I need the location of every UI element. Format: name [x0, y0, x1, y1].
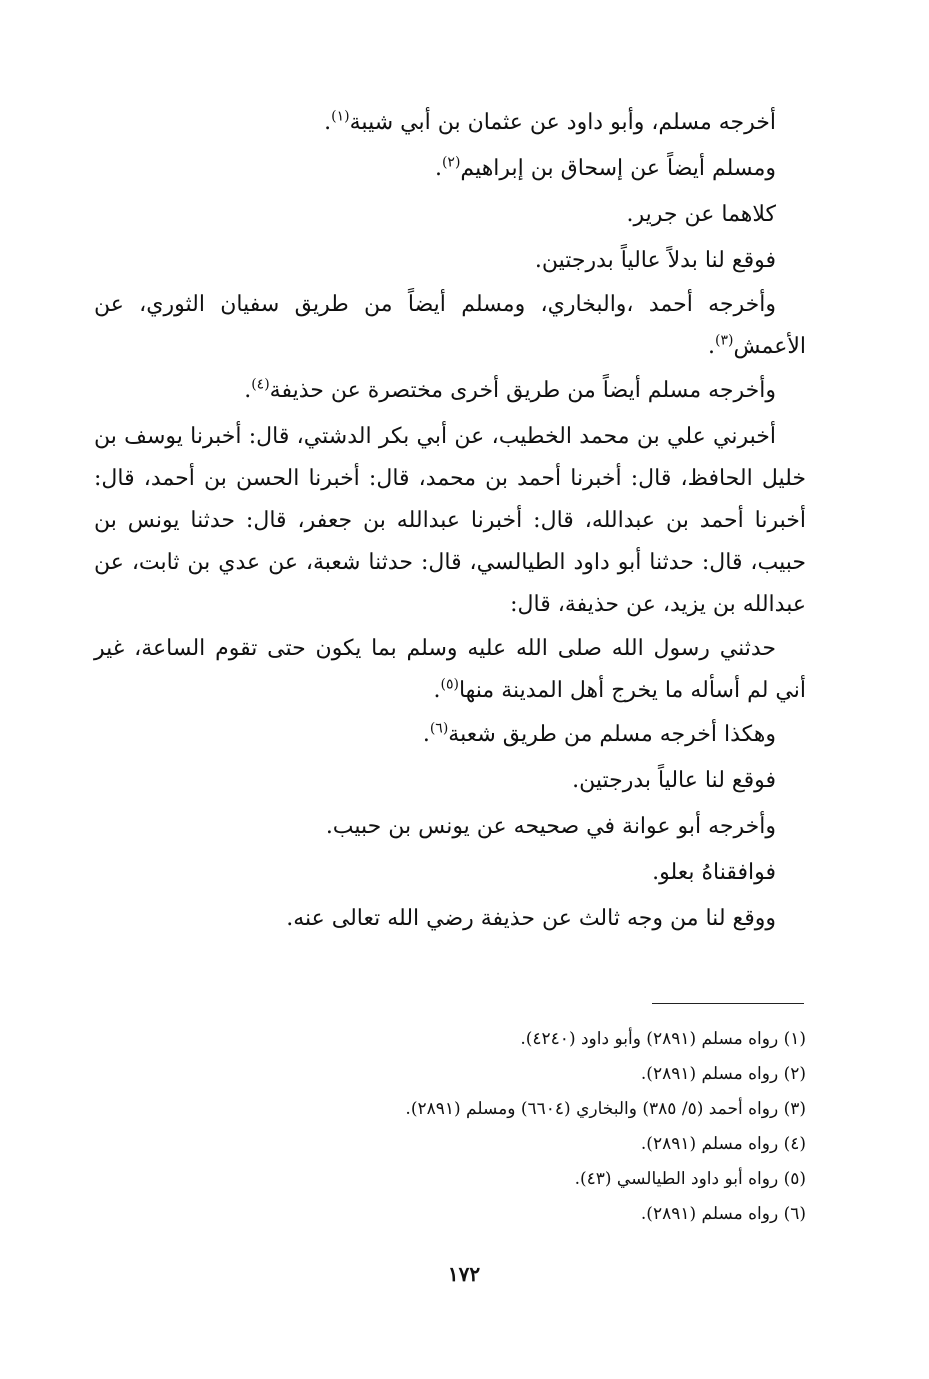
paragraph-1: أخرجه مسلم، وأبو داود عن عثمان بن أبي شيبة$^{(١)}$. [324, 108, 776, 135]
paragraph-12: فوافقناهُ بعلو. [652, 860, 776, 885]
footnote-4: (٤) رواه مسلم (٢٨٩١). [640, 1134, 806, 1154]
footnote-ref-1[interactable]: (١) [331, 108, 350, 125]
footnotes [94, 1022, 806, 1232]
footnote-ref-3[interactable]: (٣) [714, 332, 734, 349]
footnote-3: (٣) رواه أحمد (٥/ ٣٨٥) والبخاري (٦٦٠٤) ومسلم (٢٨٩١). [405, 1099, 806, 1119]
paragraph-4: فوقع لنا بدلاً عالياً بدرجتين. [534, 248, 776, 273]
footnote-2: (٢) رواه مسلم (٢٨٩١). [640, 1064, 806, 1084]
paragraph-6: وأخرجه مسلم أيضاً من طريق أخرى مختصرة عن حذيفة$^{(٤)}$. [244, 376, 776, 403]
footnote-5: (٥) رواه أبو داود الطيالسي (٤٣). [574, 1169, 806, 1189]
paragraph-13: ووقع لنا من وجه ثالث عن حذيفة رضي الله تعالى عنه. [286, 906, 776, 931]
paragraph-2: ومسلم أيضاً عن إسحاق بن إبراهيم$^{(٢)}$. [434, 154, 776, 181]
paragraph-7-isnad: أخبرني علي بن محمد الخطيب، عن أبي بكر الدشتي، قال: أخبرنا يوسف بن خليل الحافظ، قال: أخبرنا أحمد بن محمد، قال: أخبرنا الحسن بن أحمد، قال: أخبرنا أحمد بن عبدالله، قال: أخبرنا عبدالله بن جعفر، قال: حدثنا يونس بن حبيب، قال: حدثنا أبو داود الطيالسي، قال: حدثنا شعبة، عن عدي بن ثابت، عن عبدالله بن يزيد، عن حذيفة، قال: [94, 424, 806, 617]
paragraph-10: فوقع لنا عالياً بدرجتين. [572, 768, 776, 793]
paragraph-11: وأخرجه أبو عوانة في صحيحه عن يونس بن حبيب. [325, 814, 776, 839]
footnote-6: (٦) رواه مسلم (٢٨٩١). [640, 1204, 806, 1224]
footnote-ref-6[interactable]: (٦) [429, 720, 449, 737]
paragraph-8-hadith: حدثني رسول الله صلى الله عليه وسلم بما يكون حتى تقوم الساعة، غير أني لم أسأله ما يخرج أهل المدينة منها$^{(٥)}$. [94, 636, 806, 703]
main-text [94, 100, 806, 942]
footnote-separator [652, 1003, 804, 1004]
paragraph-3: كلاهما عن جرير. [626, 202, 776, 227]
paragraph-9: وهكذا أخرجه مسلم من طريق شعبة$^{(٦)}$. [422, 720, 776, 747]
page-number: ١٧٢ [447, 1262, 481, 1286]
footnote-ref-2[interactable]: (٢) [441, 154, 461, 171]
footnote-1: (١) رواه مسلم (٢٨٩١) وأبو داود (٤٢٤٠). [520, 1029, 806, 1049]
footnote-ref-5[interactable]: (٥) [440, 676, 459, 693]
paragraph-5: وأخرجه أحمد ،والبخاري، ومسلم أيضاً من طريق سفيان الثوري، عن الأعمش$^{(٣)}$. [94, 292, 806, 359]
footnote-ref-4[interactable]: (٤) [251, 376, 270, 393]
